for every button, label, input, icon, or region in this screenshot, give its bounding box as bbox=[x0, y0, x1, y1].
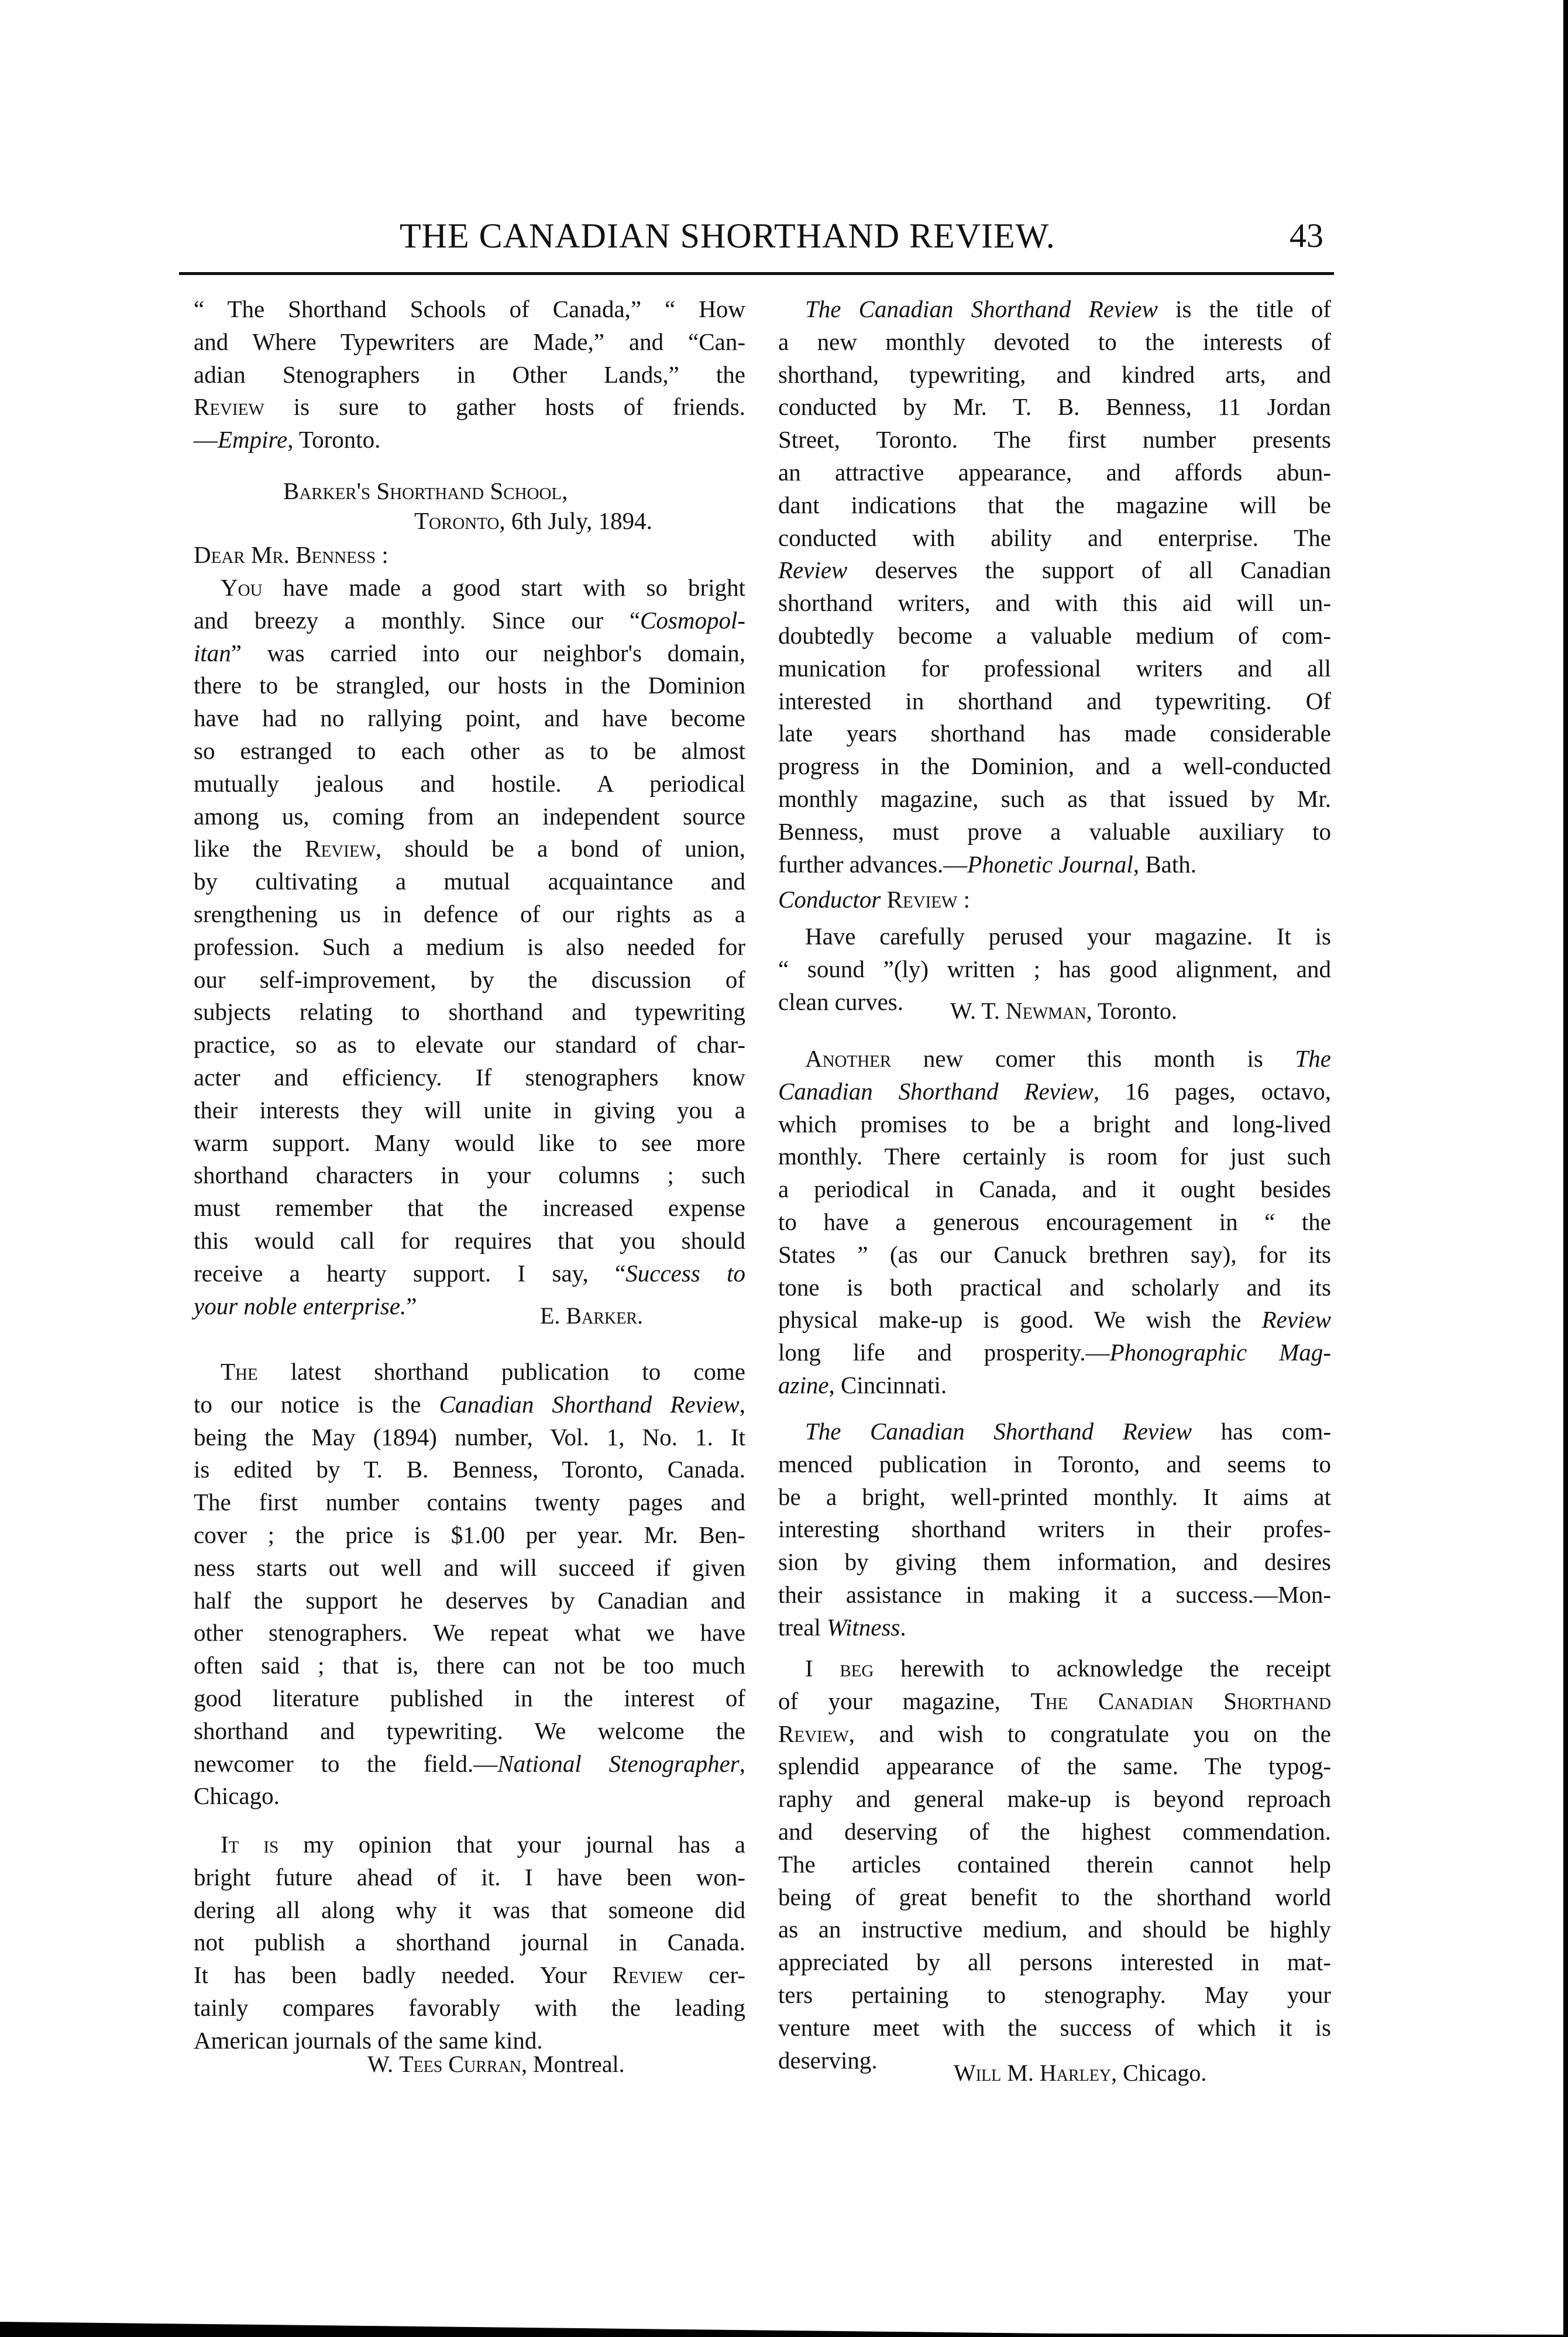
text-run: late years shorthand has made considerable bbox=[778, 720, 1331, 747]
italic-text: Success to bbox=[625, 1259, 745, 1287]
italic-text: The bbox=[1295, 1045, 1331, 1072]
text-run: a new monthly devoted to the interests of bbox=[778, 328, 1331, 355]
text-run: cer- bbox=[683, 1961, 745, 1989]
text-run: like the bbox=[194, 835, 305, 862]
text-run: other stenographers. We repeat what we have bbox=[194, 1619, 745, 1647]
italic-text: Review bbox=[778, 556, 848, 584]
text-run: : bbox=[957, 886, 971, 913]
text-run: , Bath. bbox=[1133, 850, 1197, 878]
text-run: , Cincinnati. bbox=[828, 1371, 947, 1398]
text-run: shorthand characters in your columns ; such bbox=[194, 1161, 745, 1189]
text-run: doubtedly become a valuable medium of com- bbox=[778, 621, 1331, 649]
italic-text: Empire bbox=[218, 426, 288, 453]
text-run: interested in shorthand and typewriting. Of bbox=[778, 687, 1331, 714]
text-run: dering all along why it was that someone did bbox=[194, 1896, 745, 1923]
italic-text: Canadian Shorthand Review bbox=[778, 1077, 1094, 1105]
text-run: warm support. Many would like to see more bbox=[194, 1129, 745, 1156]
text-run: “ The Shorthand Schools of Canada,” “ How bbox=[194, 295, 745, 322]
text-run: W. T. bbox=[950, 998, 1006, 1024]
text-run: ” bbox=[406, 1292, 417, 1319]
italic-text: Conductor bbox=[778, 886, 881, 913]
text-run: is edited by T. B. Benness, Toronto, Canada. bbox=[194, 1456, 745, 1483]
small-caps-text: Review bbox=[778, 1720, 849, 1747]
small-caps-text: The bbox=[221, 1358, 258, 1385]
text-run: ness starts out well and will succeed if given bbox=[194, 1554, 745, 1581]
text-run: to our notice is the bbox=[194, 1390, 439, 1418]
text-run: latest shorthand publication to come bbox=[257, 1358, 745, 1385]
running-header-title: THE CANADIAN SHORTHAND REVIEW. bbox=[400, 216, 1055, 255]
page-number: 43 bbox=[1290, 216, 1323, 255]
text-run: monthly. There certainly is room for just such bbox=[778, 1143, 1331, 1170]
text-run: “ sound ”(ly) written ; has good alignment, and bbox=[778, 955, 1331, 982]
small-caps-text: Will M. Harley bbox=[954, 2060, 1112, 2086]
small-caps-text: Newman bbox=[1005, 998, 1086, 1024]
text-run: practice, so as to elevate our standard of char- bbox=[194, 1031, 745, 1058]
italic-text: The Canadian Shorthand Review bbox=[805, 295, 1158, 322]
text-run: , Montreal. bbox=[521, 2051, 625, 2077]
text-run: long life and prosperity.— bbox=[778, 1339, 1110, 1366]
small-caps-text: Barker's Shorthand School, bbox=[283, 477, 568, 504]
text-run: to have a generous encouragement in “ the bbox=[778, 1208, 1331, 1235]
small-caps-text: I beg bbox=[805, 1655, 874, 1682]
small-caps-text: Toronto bbox=[414, 507, 500, 534]
text-run: It has been badly needed. Your bbox=[194, 1961, 613, 1989]
text-run: munication for professional writers and all bbox=[778, 654, 1331, 682]
text-run: Benness, must prove a valuable auxiliary to bbox=[778, 817, 1331, 845]
small-caps-text: Review bbox=[305, 835, 376, 862]
text-run: receive a hearty support. I say, “ bbox=[194, 1259, 626, 1287]
text-run: deserves the support of all Canadian bbox=[847, 556, 1331, 584]
text-run: dant indications that the magazine will be bbox=[778, 491, 1331, 518]
italic-text: National Stenographer bbox=[497, 1750, 740, 1777]
small-caps-text: Another bbox=[805, 1045, 892, 1072]
italic-text: Phonetic Journal bbox=[967, 850, 1133, 878]
text-run: and Where Typewriters are Made,” and “Can- bbox=[194, 328, 745, 355]
text-run: physical make-up is good. We wish the bbox=[778, 1306, 1262, 1334]
text-run: their interests they will unite in giving you a bbox=[194, 1096, 745, 1123]
text-run: conducted with ability and enterprise. The bbox=[778, 524, 1331, 551]
small-caps-text: Review bbox=[194, 393, 264, 421]
text-run: my opinion that your journal has a bbox=[278, 1831, 746, 1858]
small-caps-text: Dear Mr. Benness bbox=[194, 541, 376, 568]
text-run: appreciated by all persons interested in mat- bbox=[778, 1948, 1331, 1976]
text-run: Have carefully perused your magazine. It is bbox=[805, 923, 1331, 950]
text-run: not publish a shorthand journal in Canada. bbox=[194, 1929, 745, 1956]
text-run: this would call for requires that you should bbox=[194, 1226, 745, 1254]
text-run: among us, coming from an independent source bbox=[194, 802, 745, 830]
text-run: : bbox=[376, 541, 388, 568]
italic-text: Phonographic Mag- bbox=[1109, 1339, 1331, 1366]
text-run: clean curves. bbox=[778, 988, 903, 1015]
text-run: States ” (as our Canuck brethren say), for its bbox=[778, 1240, 1331, 1268]
text-run: shorthand and typewriting. We welcome the bbox=[194, 1717, 745, 1744]
text-run: an attractive appearance, and affords abun- bbox=[778, 458, 1331, 486]
text-run: treal bbox=[778, 1613, 827, 1641]
text-run: has com- bbox=[1192, 1418, 1331, 1445]
text-run: ” was carried into our neighbor's domain, bbox=[231, 639, 745, 666]
text-run: new comer this month is bbox=[891, 1045, 1295, 1072]
text-run: . bbox=[900, 1613, 906, 1641]
small-caps-text: The Canadian Shorthand bbox=[1030, 1687, 1331, 1714]
italic-text: Witness bbox=[827, 1613, 900, 1641]
text-run: shorthand writers, and with this aid will un- bbox=[778, 589, 1331, 617]
text-run: as an instructive medium, and should be highly bbox=[778, 1916, 1331, 1943]
text-run: acter and efficiency. If stenographers know bbox=[194, 1063, 745, 1091]
text-run: tainly compares favorably with the leading bbox=[194, 1994, 745, 2021]
text-run: , Toronto. bbox=[1086, 998, 1177, 1024]
text-run: subjects relating to shorthand and typewriting bbox=[194, 998, 745, 1026]
small-caps-text: Tees Curran bbox=[399, 2051, 521, 2077]
text-run: , bbox=[739, 1750, 745, 1777]
text-run: is the title of bbox=[1157, 295, 1331, 322]
text-run: there to be strangled, our hosts in the Dominion bbox=[194, 672, 745, 699]
text-run: newcomer to the field.— bbox=[194, 1750, 498, 1777]
text-run: monthly magazine, such as that issued by Mr. bbox=[778, 785, 1331, 812]
text-run: srengthening us in defence of our rights as a bbox=[194, 900, 745, 927]
text-run: The first number contains twenty pages and bbox=[194, 1489, 745, 1516]
text-run: splendid appearance of the same. The typog- bbox=[778, 1752, 1331, 1780]
italic-text: The Canadian Shorthand Review bbox=[805, 1418, 1192, 1445]
text-run: mutually jealous and hostile. A periodical bbox=[194, 769, 745, 797]
text-run: , and wish to congratulate you on the bbox=[848, 1720, 1331, 1747]
italic-text: your noble enterprise. bbox=[194, 1292, 407, 1319]
text-run: progress in the Dominion, and a well-conducted bbox=[778, 752, 1331, 780]
text-run: herewith to acknowledge the receipt bbox=[874, 1655, 1331, 1682]
text-run: sion by giving them information, and desires bbox=[778, 1548, 1331, 1576]
text-run: a periodical in Canada, and it ought besides bbox=[778, 1176, 1331, 1203]
text-run: venture meet with the success of which it is bbox=[778, 2013, 1331, 2041]
text-run: is sure to gather hosts of friends. bbox=[264, 393, 745, 421]
text-run: , bbox=[739, 1390, 745, 1418]
text-run: further advances.— bbox=[778, 850, 968, 878]
text-run: must remember that the increased expense bbox=[194, 1194, 745, 1222]
text-run: half the support he deserves by Canadian and bbox=[194, 1586, 745, 1614]
text-run: good literature published in the interest of bbox=[194, 1684, 745, 1711]
text-run: , Toronto. bbox=[287, 426, 381, 453]
italic-text: azine bbox=[778, 1371, 829, 1398]
text-run: have made a good start with so bright bbox=[262, 574, 745, 601]
text-run: , should be a bond of union, bbox=[375, 835, 745, 862]
text-run: Chicago. bbox=[194, 1782, 280, 1810]
italic-text: itan bbox=[194, 639, 231, 666]
text-run: Street, Toronto. The first number presents bbox=[778, 426, 1331, 453]
text-run: adian Stenographers in Other Lands,” the bbox=[194, 360, 745, 388]
italic-text: Canadian Shorthand Review bbox=[439, 1390, 740, 1418]
text-run: their assistance in making it a success.—Mon- bbox=[778, 1580, 1331, 1608]
text-run: shorthand, typewriting, and kindred arts, and bbox=[778, 360, 1331, 388]
small-caps-text: It is bbox=[221, 1831, 279, 1858]
italic-text: Review bbox=[1261, 1306, 1331, 1334]
text-run: American journals of the same kind. bbox=[194, 2026, 543, 2054]
small-caps-text: Review bbox=[886, 886, 958, 913]
text-run: raphy and general make-up is beyond reproach bbox=[778, 1785, 1331, 1813]
text-run: be a bright, well-printed monthly. It aims at bbox=[778, 1483, 1331, 1510]
text-run: by cultivating a mutual acquaintance and bbox=[194, 868, 745, 895]
text-run: , 6th July, 1894. bbox=[499, 507, 652, 534]
text-run: have had no rallying point, and have become bbox=[194, 704, 745, 732]
text-run: conducted by Mr. T. B. Benness, 11 Jordan bbox=[778, 393, 1331, 421]
text-run: interesting shorthand writers in their profes- bbox=[778, 1515, 1331, 1543]
text-run: ters pertaining to stenography. May your bbox=[778, 1981, 1331, 2008]
text-run: of your magazine, bbox=[778, 1687, 1031, 1714]
text-run: so estranged to each other as to be almost bbox=[194, 737, 745, 764]
text-run: and deserving of the highest commendation. bbox=[778, 1817, 1331, 1845]
text-run: The articles contained therein cannot help bbox=[778, 1850, 1331, 1878]
text-run: being the May (1894) number, Vol. 1, No. 1. It bbox=[194, 1423, 745, 1451]
text-run: being of great benefit to the shorthand world bbox=[778, 1883, 1331, 1910]
text-run: deserving. bbox=[778, 2046, 878, 2074]
text-run: tone is both practical and scholarly and its bbox=[778, 1273, 1331, 1301]
italic-text: Cosmopol- bbox=[640, 606, 745, 634]
text-run: profession. Such a medium is also needed for bbox=[194, 933, 745, 960]
text-run: , Chicago. bbox=[1111, 2060, 1207, 2086]
text-run: cover ; the price is $1.00 per year. Mr. Ben- bbox=[194, 1521, 745, 1548]
text-run: which promises to be a bright and long-lived bbox=[778, 1110, 1331, 1137]
text-run: — bbox=[194, 426, 218, 453]
text-run: and breezy a monthly. Since our “ bbox=[194, 606, 641, 634]
text-run: menced publication in Toronto, and seems to bbox=[778, 1450, 1331, 1477]
small-caps-text: E. Barker. bbox=[540, 1302, 644, 1329]
text-run: bright future ahead of it. I have been won- bbox=[194, 1863, 745, 1891]
small-caps-text: You bbox=[221, 574, 263, 601]
text-run: our self-improvement, by the discussion of bbox=[194, 965, 745, 993]
text-run: often said ; that is, there can not be too much bbox=[194, 1652, 745, 1679]
text-run: W. bbox=[367, 2051, 400, 2077]
small-caps-text: Review bbox=[612, 1961, 683, 1989]
text-run: , 16 pages, octavo, bbox=[1093, 1077, 1332, 1105]
